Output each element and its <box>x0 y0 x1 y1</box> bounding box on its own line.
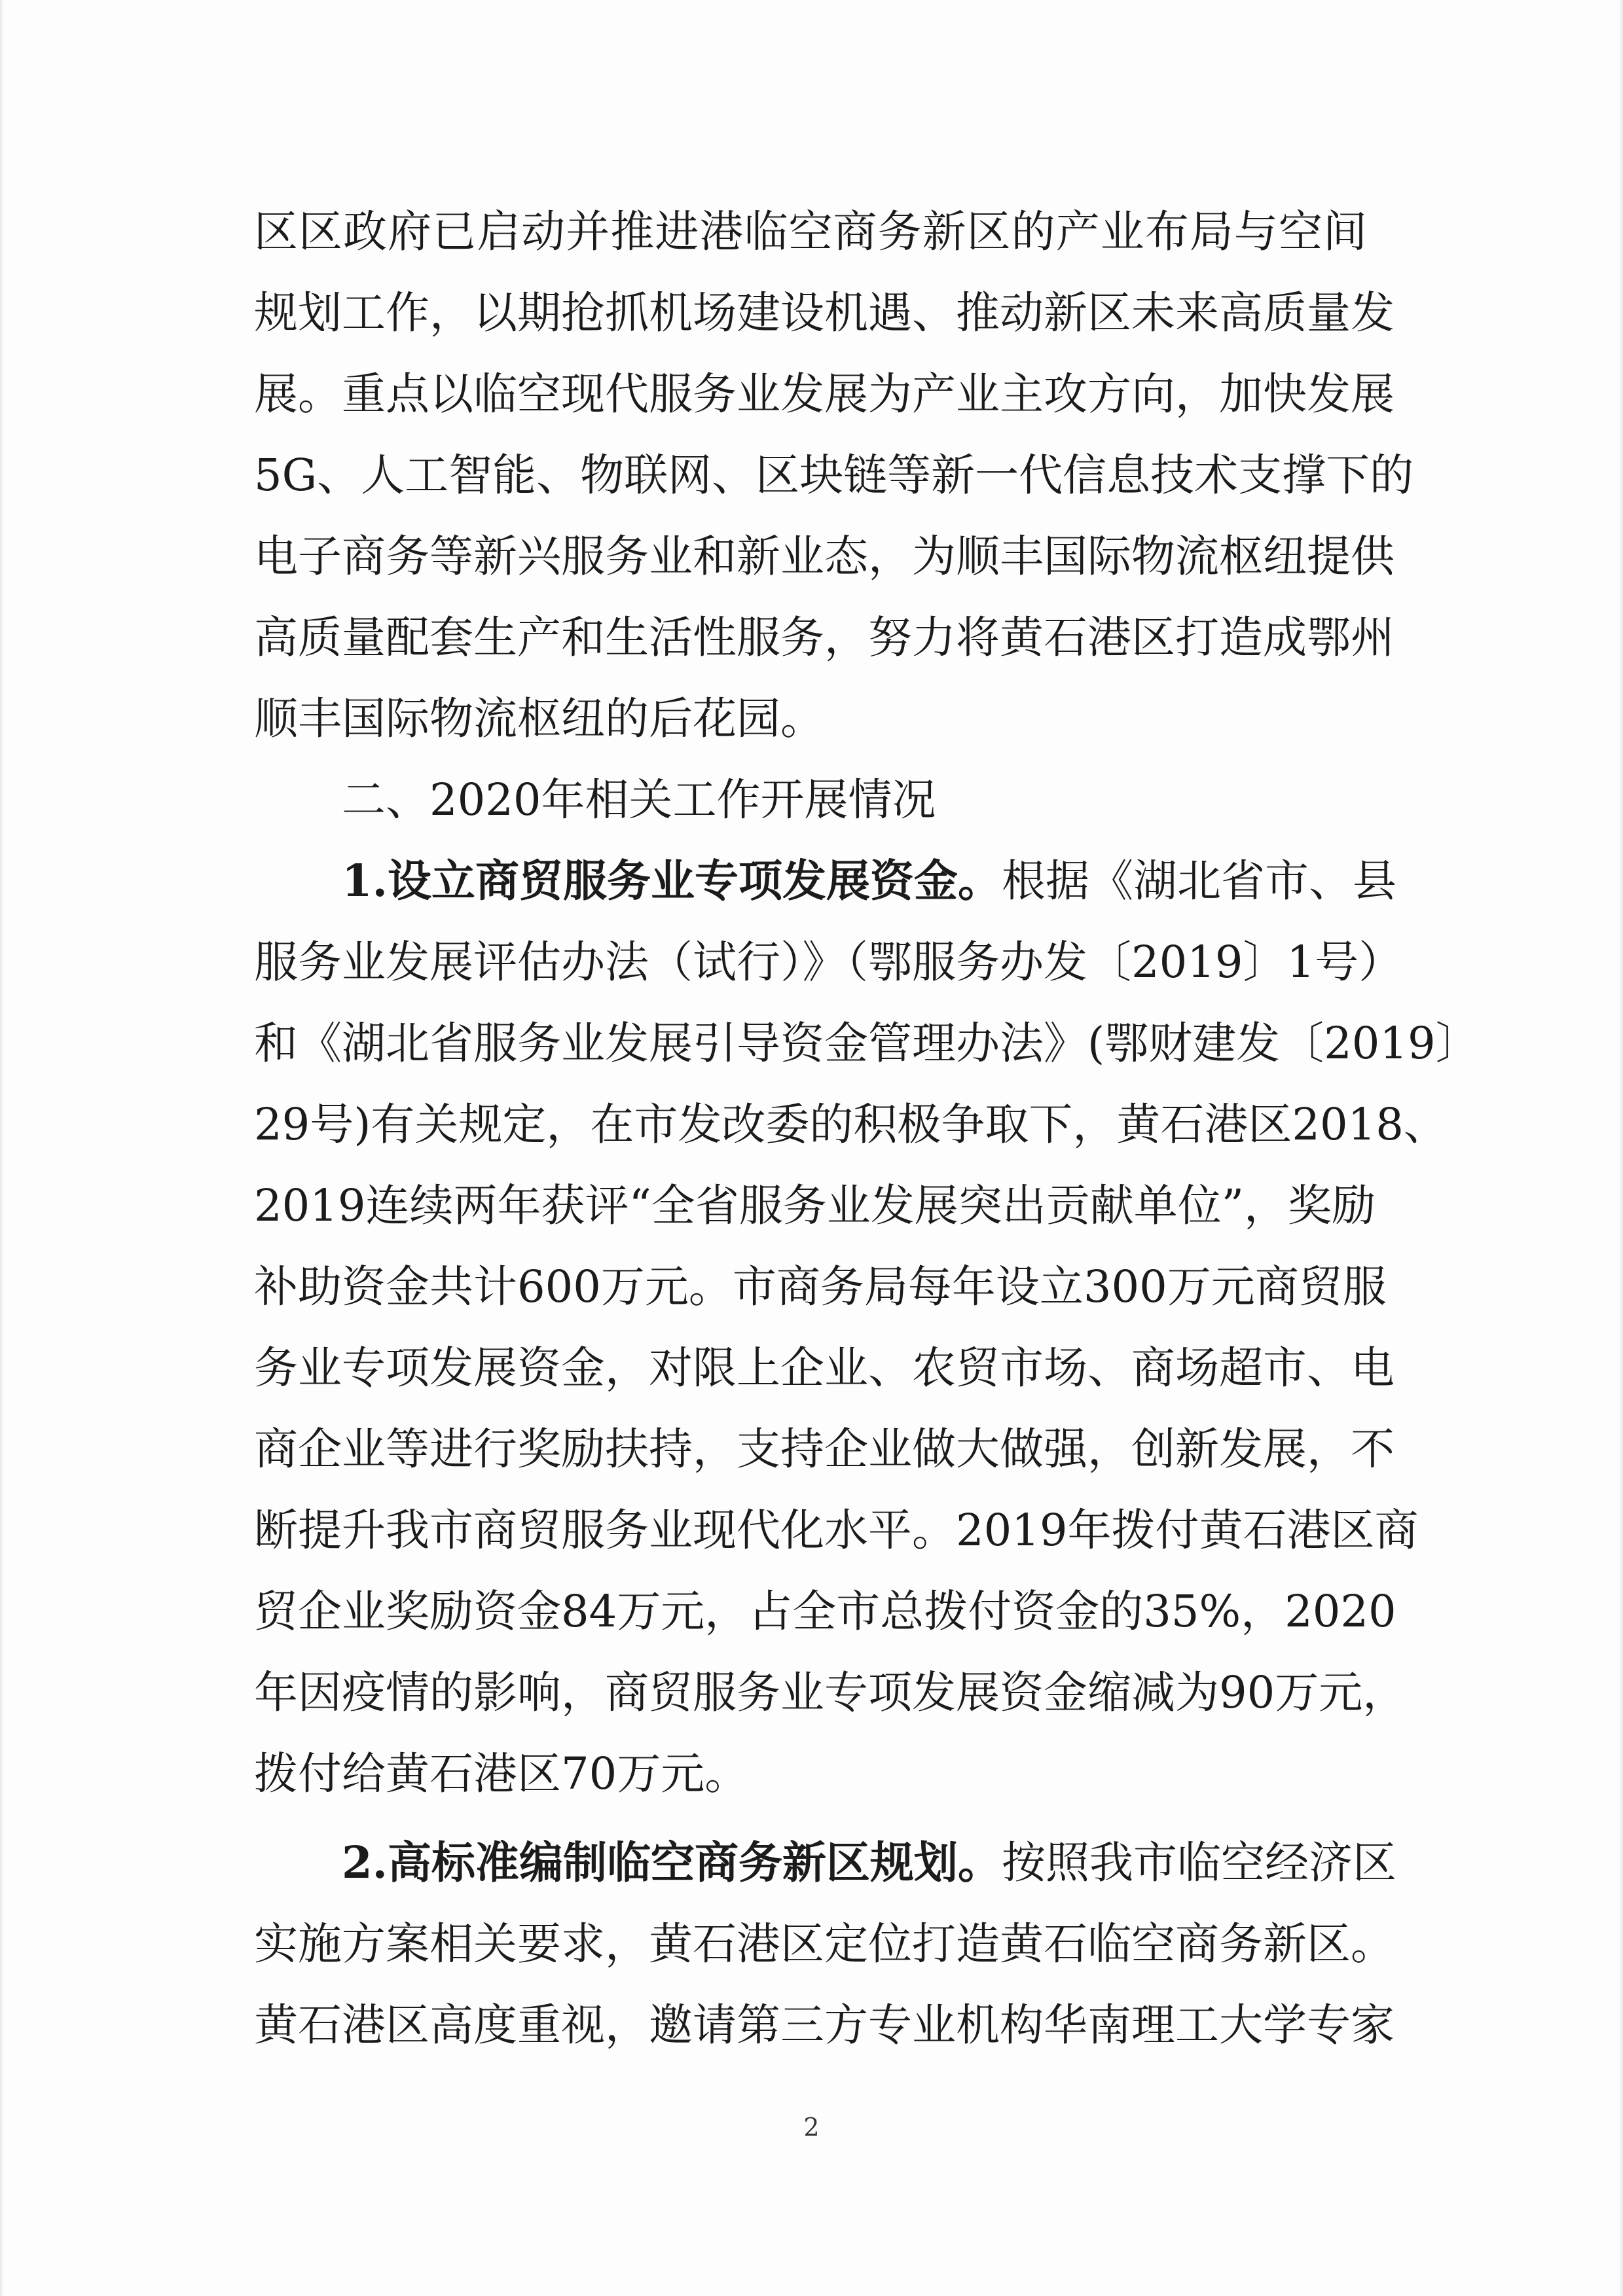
item1-first-line <box>342 840 1396 922</box>
text-line: 2019连续两年获评“全省服务业发展突出贡献单位”，奖励 <box>254 1180 1376 1231</box>
text-line: 区区政府已启动并推进港临空商务新区的产业布局与空间 <box>254 206 1367 257</box>
scan-edge-left <box>0 0 4 2296</box>
text-line: 规划工作，以期抢抓机场建设机遇、推动新区未来高质量发 <box>254 287 1395 338</box>
text-line: 补助资金共计600万元。市商务局每年设立300万元商贸服 <box>254 1261 1387 1312</box>
text-line: 29号)有关规定，在市发改委的积极争取下，黄石港区2018、 <box>254 1099 1448 1150</box>
item1-first-line-rest: 根据《湖北省市、县 <box>1001 855 1396 906</box>
text-line: 商企业等进行奖励扶持，支持企业做大做强，创新发展，不 <box>254 1424 1395 1475</box>
text-line: 高质量配套生产和生活性服务，努力将黄石港区打造成鄂州 <box>254 612 1395 663</box>
text-line: 贸企业奖励资金84万元，占全市总拨付资金的35%，2020 <box>254 1586 1396 1637</box>
text-line: 断提升我市商贸服务业现代化水平。2019年拨付黄石港区商 <box>254 1505 1419 1556</box>
text-line: 实施方案相关要求，黄石港区定位打造黄石临空商务新区。 <box>254 1918 1395 1969</box>
text-line: 顺丰国际物流枢纽的后花园。 <box>254 693 824 744</box>
item2-first-line-rest: 按照我市临空经济区 <box>1001 1837 1396 1888</box>
text-line: 和《湖北省服务业发展引导资金管理办法》(鄂财建发〔2019〕 <box>254 1018 1480 1069</box>
text-line: 黄石港区高度重视，邀请第三方专业机构华南理工大学专家 <box>254 2000 1395 2051</box>
item1-bold-lead: 1.设立商贸服务业专项发展资金。 <box>342 855 1002 906</box>
text-line: 电子商务等新兴服务业和新业态，为顺丰国际物流枢纽提供 <box>254 531 1395 582</box>
item2-first-line <box>342 1822 1396 1903</box>
text-line: 拨付给黄石港区70万元。 <box>254 1748 749 1799</box>
text-line: 5G、人工智能、物联网、区块链等新一代信息技术支撑下的 <box>254 450 1414 501</box>
text-line: 展。重点以临空现代服务业发展为产业主攻方向，加快发展 <box>254 368 1395 420</box>
item2-bold-lead: 2.高标准编制临空商务新区规划。 <box>342 1837 1002 1888</box>
text-line: 年因疫情的影响，商贸服务业专项发展资金缩减为90万元， <box>254 1667 1407 1718</box>
section-heading: 二、2020年相关工作开展情况 <box>342 774 936 825</box>
scan-edge-right <box>1619 0 1623 2296</box>
page-number: 2 <box>803 2113 820 2142</box>
text-line: 务业专项发展资金，对限上企业、农贸市场、商场超市、电 <box>254 1342 1395 1393</box>
text-line: 服务业发展评估办法（试行）》（鄂服务办发〔2019〕1号） <box>254 937 1403 988</box>
